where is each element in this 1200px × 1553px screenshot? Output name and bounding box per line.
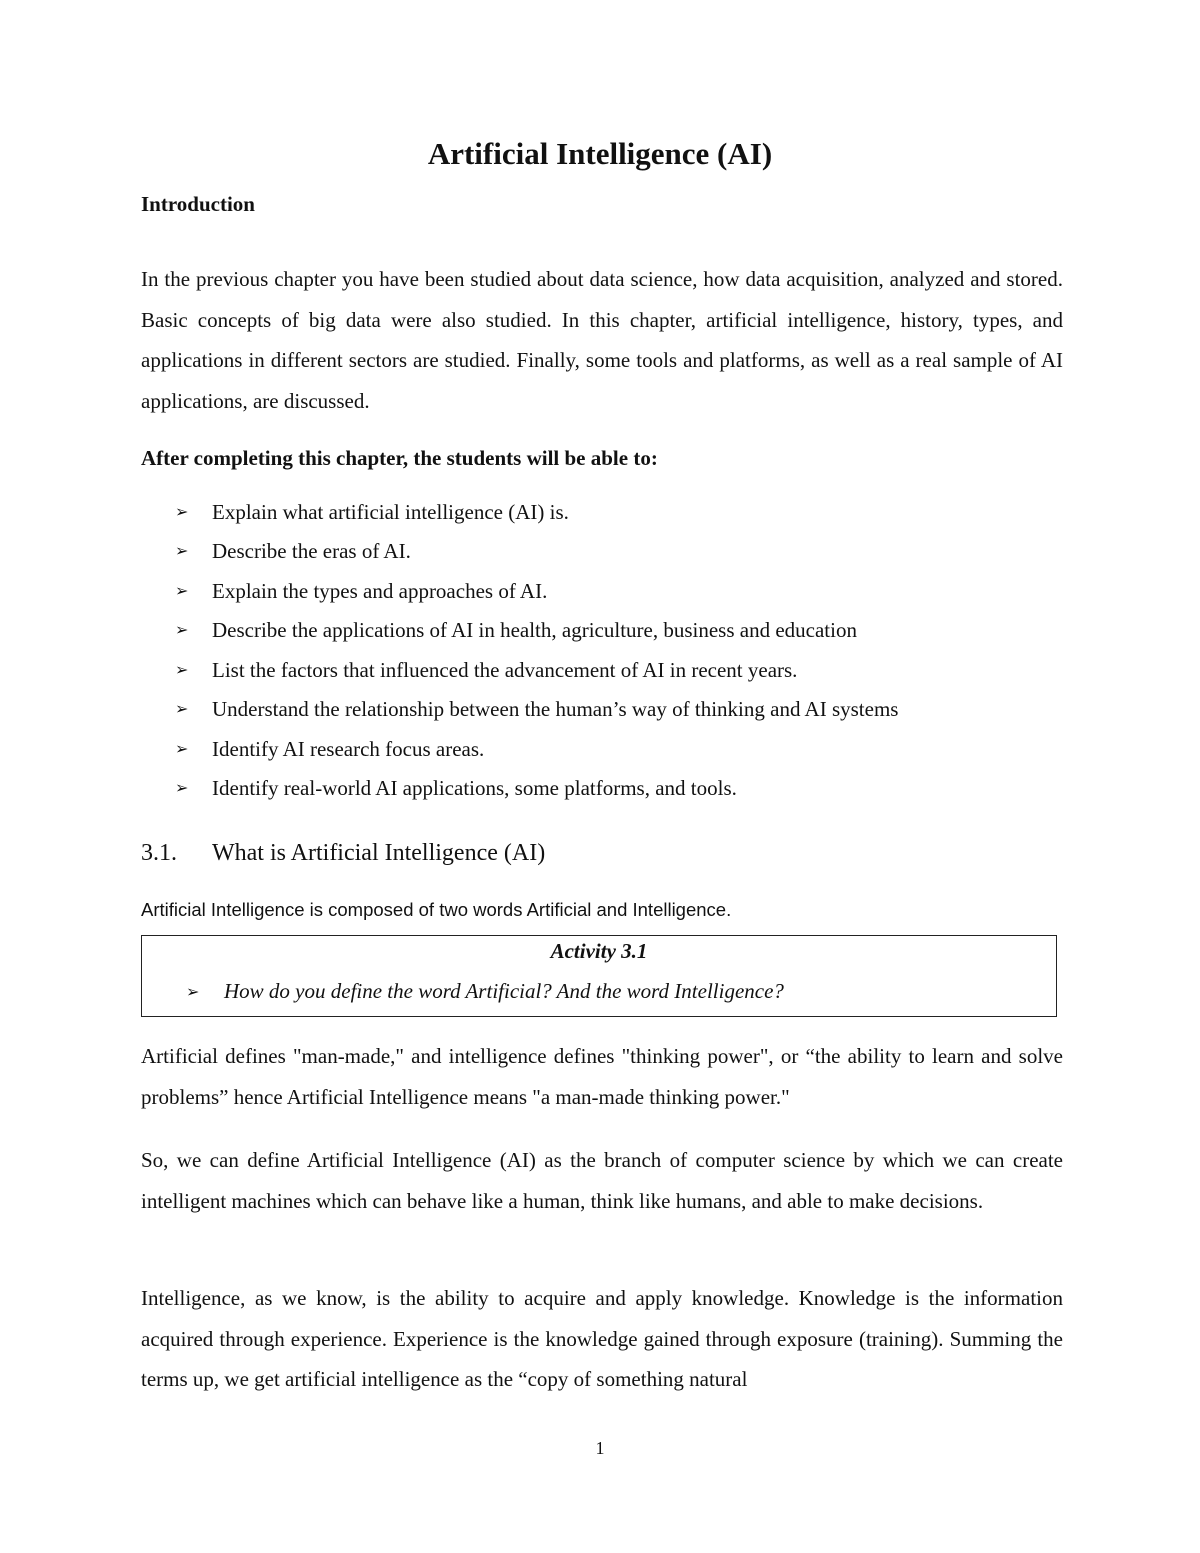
arrowhead-bullet-icon: ➢ [175,580,189,600]
section-number: 3.1. [141,840,177,866]
document-title: Artificial Intelligence (AI) [427,136,773,171]
introduction-paragraph: In the previous chapter you have been studied about data science, how data acquisition, analyzed and stored. Basic concepts of big data were also studied. In this chapter, artificial intelligence, history, types, and applications in different sectors are studied. Finally, some tools and platforms, as well as a real sample of AI applications, are discussed. [141,267,1063,413]
objective-text: Understand the relationship between the human’s way of thinking and AI systems [212,697,899,722]
arrowhead-bullet-icon: ➢ [175,778,189,798]
activity-title: Activity 3.1 [550,939,648,963]
introduction-heading: Introduction [141,192,255,216]
objectives-list [141,492,1063,808]
objective-item [141,492,1063,532]
arrowhead-bullet-icon: ➢ [186,982,200,1001]
arrowhead-bullet-icon: ➢ [175,501,189,521]
objective-item [141,769,1063,809]
objective-item [141,690,1063,730]
objectives-heading: After completing this chapter, the students will be able to: [141,446,658,470]
ai-definition-paragraph: So, we can define Artificial Intelligence (AI) as the branch of computer science by which we can create intelligent machines which can behave like a human, think like humans, and able to make decisions. [141,1148,1063,1213]
objective-text: Describe the applications of AI in health, agriculture, business and education [212,618,857,643]
page-number: 1 [595,1438,605,1458]
knowledge-paragraph: Intelligence, as we know, is the ability to acquire and apply knowledge. Knowledge is the information acquired through experience. Experience is the knowledge gained through exposure (training). Summing the terms up, we get artificial intelligence as the “copy of something natural [141,1286,1063,1391]
arrowhead-bullet-icon: ➢ [175,620,189,640]
objective-text: Describe the eras of AI. [212,539,411,564]
objective-text: Explain what artificial intelligence (AI) is. [212,499,569,524]
objective-item [141,650,1063,690]
objective-item [141,532,1063,572]
activity-question-text: How do you define the word Artificial? And the word Intelligence? [224,979,784,1003]
section-heading [141,840,545,867]
objective-text: Identify real-world AI applications, some platforms, and tools. [212,776,737,801]
activity-box [141,935,1057,1017]
objective-text: Explain the types and approaches of AI. [212,578,548,603]
objective-item [141,729,1063,769]
objective-text: Identify AI research focus areas. [212,736,485,761]
arrowhead-bullet-icon: ➢ [175,659,189,679]
definition-paragraph: Artificial defines "man-made," and intelligence defines "thinking power", or “the ability to learn and solve problems” hence Artificial Intelligence means "a man-made thinking power." [141,1044,1063,1109]
section-title: What is Artificial Intelligence (AI) [212,840,546,866]
arrowhead-bullet-icon: ➢ [175,541,189,561]
objective-item [141,571,1063,611]
objective-text: List the factors that influenced the advancement of AI in recent years. [212,657,798,682]
arrowhead-bullet-icon: ➢ [175,738,189,758]
composed-sentence: Artificial Intelligence is composed of two words Artificial and Intelligence. [141,899,732,920]
activity-question [186,979,784,1004]
arrowhead-bullet-icon: ➢ [175,699,189,719]
objective-item [141,611,1063,651]
